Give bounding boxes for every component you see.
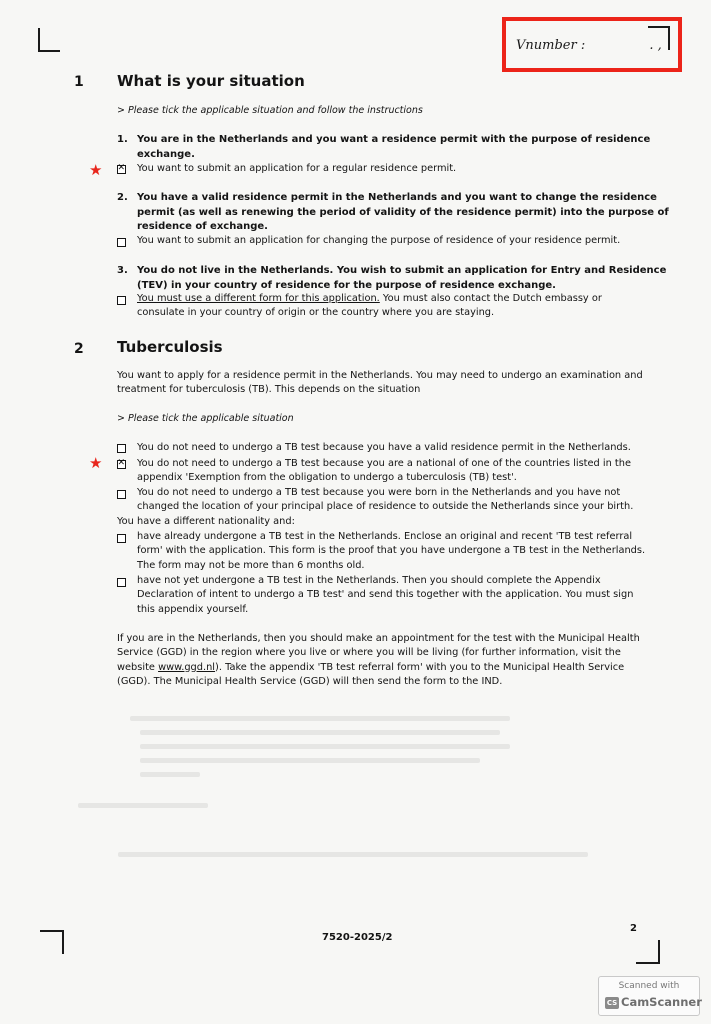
tb-sub-option-2: have not yet undergone a TB test in the Netherlands. Then you should complete the Appendix Declaration of intent to undergo a TB test' and send this together with the application. You must sign this appendix yourself.: [137, 575, 634, 615]
different-nationality-label: You have a different nationality and:: [117, 516, 295, 527]
item-2-option: You want to submit an application for changing the purpose of residence of your residence permit.: [137, 235, 621, 246]
tb-option-1: You do not need to undergo a TB test because you have a valid residence permit in the Netherlands.: [137, 442, 631, 453]
section-2-number: 2: [74, 341, 84, 357]
item-1-number: 1.: [117, 134, 128, 145]
ggd-website-link[interactable]: www.ggd.nl: [158, 661, 216, 673]
item-1-checkbox[interactable]: [117, 165, 126, 174]
show-through-line: [140, 744, 510, 749]
form-code: 7520-2025/2: [322, 932, 393, 943]
item-1-option: You want to submit an application for a regular residence permit.: [137, 163, 457, 174]
item-2-heading: You have a valid residence permit in the Netherlands and you want to change the residence permit (as well as renewing the period of validity of the residence permit) into the purpose of residence of exchange.: [137, 192, 669, 232]
section-2-intro: You want to apply for a residence permit in the Netherlands. You may need to undergo an examination and treatment for tuberculosis (TB). This depends on the situation: [117, 370, 643, 396]
section-1-title: What is your situation: [117, 72, 305, 90]
item-3-heading: You do not live in the Netherlands. You wish to submit an application for Entry and Residence (TEV) in your country of residence for the purpose of residence exchange.: [137, 265, 667, 291]
section-1-number: 1: [74, 74, 84, 90]
star-annotation-icon: ★: [89, 161, 103, 179]
item-2-number: 2.: [117, 192, 128, 203]
show-through-line: [140, 772, 200, 777]
item-2-checkbox[interactable]: [117, 238, 126, 247]
show-through-line: [130, 716, 510, 721]
item-3-number: 3.: [117, 265, 128, 276]
item-1-heading: You are in the Netherlands and you want a residence permit with the purpose of residence exchange.: [137, 134, 651, 160]
crop-mark-bottom-left: [40, 930, 64, 954]
item-3-option: You must use a different form for this application. You must also contact the Dutch embassy or consulate in your country of origin or the country where you are staying.: [137, 293, 602, 319]
scanned-with-label: Scanned with: [618, 981, 680, 991]
item-3-checkbox[interactable]: [117, 296, 126, 305]
tb-option-3: You do not need to undergo a TB test because you were born in the Netherlands and you have not changed the location of your principal place of residence to outside the Netherlands since your birth.: [137, 487, 634, 513]
crop-mark-top-left: [38, 28, 60, 52]
star-annotation-icon: ★: [89, 454, 103, 472]
vnumber-label: Vnumber :: [516, 38, 586, 53]
section-1-instruction: > Please tick the applicable situation and follow the instructions: [117, 105, 423, 116]
section-2-instruction: > Please tick the applicable situation: [117, 413, 294, 424]
tb-option-3-checkbox[interactable]: [117, 490, 126, 499]
vnumber-value: . ,: [649, 38, 662, 53]
show-through-line: [140, 758, 480, 763]
show-through-line: [118, 852, 588, 857]
show-through-line: [78, 803, 208, 808]
tb-sub-option-2-checkbox[interactable]: [117, 578, 126, 587]
camscanner-logo-icon: CS: [606, 999, 618, 1007]
section-2-title: Tuberculosis: [117, 338, 223, 356]
different-form-link[interactable]: You must use a different form for this application.: [137, 293, 380, 304]
tb-option-2: You do not need to undergo a TB test because you are a national of one of the countries listed in the appendix 'Exemption from the obligation to undergo a tuberculosis (TB) test'.: [137, 458, 632, 484]
vnumber-handwritten: [516, 38, 662, 53]
ggd-paragraph: If you are in the Netherlands, then you should make an appointment for the test with the Municipal Health Service (GGD) in the region where you live or where you will be living (for further information, visit the website www.ggd.nl). Take the appendix 'TB test referral form' with you to the Municipal Health Service (GGD). The Municipal Health Service (GGD) will then send the form to the IND.: [117, 633, 640, 687]
show-through-line: [140, 730, 500, 735]
tb-option-2-checkbox[interactable]: [117, 460, 126, 469]
camscanner-name: CamScanner: [621, 995, 702, 1009]
camscanner-watermark: [598, 976, 700, 1016]
tb-sub-option-1-checkbox[interactable]: [117, 534, 126, 543]
page-number: 2: [630, 923, 637, 934]
crop-mark-bottom-right: [636, 940, 660, 964]
tb-option-1-checkbox[interactable]: [117, 444, 126, 453]
tb-sub-option-1: have already undergone a TB test in the Netherlands. Enclose an original and recent 'TB test referral form' with the application. This form is the proof that you have undergone a TB test in the Netherlands. The form may not be more than 6 months old.: [137, 531, 646, 571]
